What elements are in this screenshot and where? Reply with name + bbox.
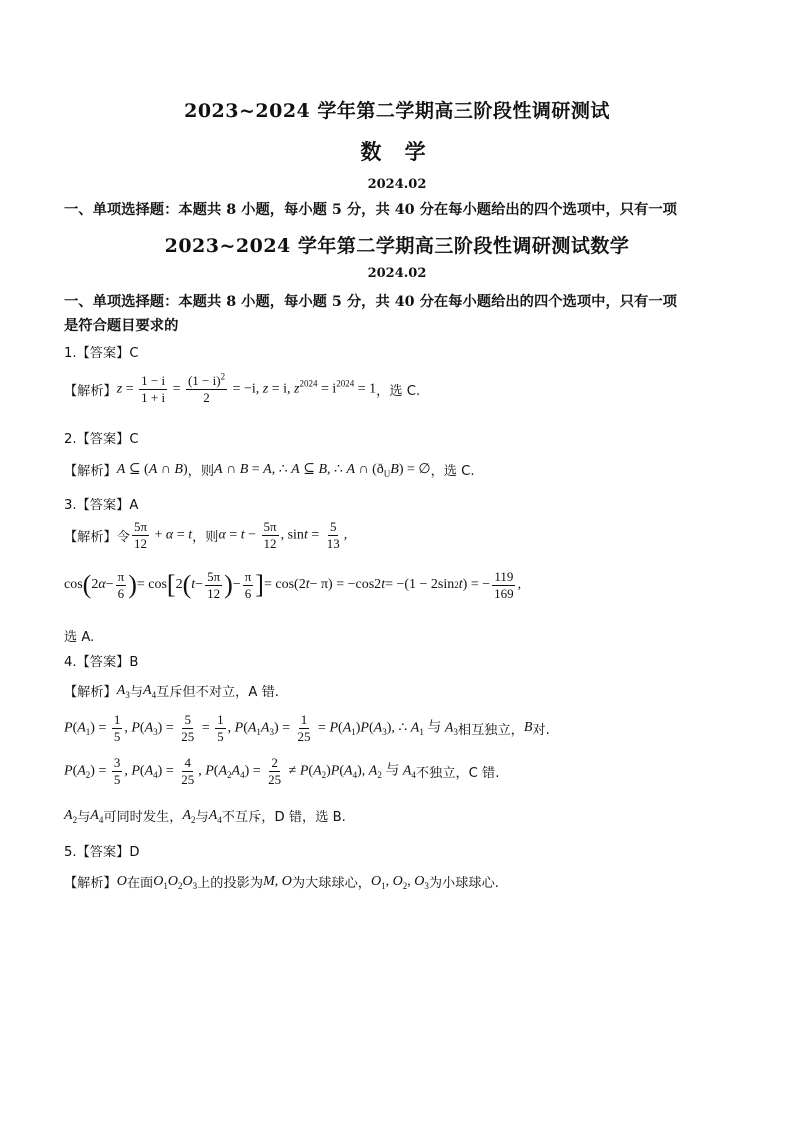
analysis-label: 【解析】 xyxy=(64,383,117,399)
exam-title: 2023~2024 学年第二学期高三阶段性调研测试 xyxy=(184,100,610,122)
statement-text: 互斥但不对立，A 错. xyxy=(156,685,279,700)
answer-line-q3 xyxy=(64,494,138,513)
answer-line-q5 xyxy=(64,841,140,860)
math-formula: $O_1O_2O_3$ xyxy=(153,873,198,891)
analysis-line-q2 xyxy=(64,460,475,479)
answer-line-q2 xyxy=(64,428,139,447)
math-formula: M, O xyxy=(263,873,292,889)
exam-date-repeat: 2024.02 xyxy=(367,266,427,281)
section-heading: 一、单项选择题：本题共 8 小题，每小题 5 分，共 40 分在每小题给出的四个选项中，只有一项 xyxy=(64,202,677,218)
analysis-line-q1 xyxy=(64,371,421,405)
math-formula: $A_4$ xyxy=(208,807,222,825)
statement-text: 在面 xyxy=(126,876,154,891)
math-formula: $P(A_2)$ = $\frac{3}{5}$ , $P(A_4)$ = $\frac{4}{25}$ , $P(A_2A_4)$ = $\frac{2}{25}$ ≠ $P(A_2)P(A_4)$, $A_2$ 与 $A_4$ xyxy=(64,755,416,787)
math-formula: B xyxy=(523,720,533,736)
statement-text: 不独立，C 错. xyxy=(415,765,500,781)
math-formula: z = $\frac{1 - i}{1 + i}$ = $\frac{(1 - i)^2}{2}$ = −i, z = i, $z^{2024} = i^{2024} = 1$ xyxy=(116,371,377,405)
then-text: ，则 xyxy=(192,529,219,545)
question-number: 3. xyxy=(64,498,77,513)
question-number: 4. xyxy=(64,655,77,670)
statement-text: 上的投影为 xyxy=(197,876,264,891)
math-formula: $P(A_1)$ = $\frac{1}{5}$ , $P(A_3)$ = $\frac{5}{25}$ = $\frac{1}{5}$ , $P(A_1A_3)$ = $\frac{1}{25}$ = $P(A_1)P(A_3)$, ∴ $A_1$ 与 $A_3$ xyxy=(64,712,458,744)
then-text: ，则 xyxy=(187,464,215,479)
answer-label: 【答案】 xyxy=(76,498,130,513)
question-number: 5. xyxy=(64,845,77,860)
answer-value: D xyxy=(129,845,140,860)
question-number: 1. xyxy=(64,346,77,361)
analysis-line-q5 xyxy=(64,872,499,891)
analysis-line-q3 xyxy=(64,520,347,550)
answer-line-q1 xyxy=(64,342,139,361)
let-text: 令 xyxy=(116,529,130,545)
analysis-label: 【解析】 xyxy=(64,685,117,700)
answer-value: C xyxy=(129,346,139,361)
statement-text: 对. xyxy=(532,722,550,738)
formula-line-q3: cos ( 2 α − $\frac{\pi}{6}$ ) = cos [ 2 ( t − $\frac{5\pi}{12}$ ) − $\frac{\pi}{6}$ ] = cos(2 t − π) = −cos2 t = −(1 − 2sin 2 t ) = − $\frac{119}{169}$ , xyxy=(64,569,522,601)
analysis-label: 【解析】 xyxy=(64,464,117,479)
answer-value: A xyxy=(129,498,139,513)
section-heading-repeat: 一、单项选择题：本题共 8 小题，每小题 5 分，共 40 分在每小题给出的四个选项中，只有一项 xyxy=(64,294,677,310)
math-formula: $A_2$ xyxy=(64,807,78,825)
statement-text: 可同时发生， xyxy=(103,810,183,825)
analysis-label: 【解析】 xyxy=(64,529,117,545)
analysis-label: 【解析】 xyxy=(64,876,117,891)
math-formula: α = t − $\frac{5\pi}{12}$ , sint = $\frac{5}{13}$ , xyxy=(218,519,348,551)
statement-text: 为小球球心. xyxy=(428,876,499,891)
probability-line-2 xyxy=(64,756,499,786)
connector-text: 与 xyxy=(77,810,91,825)
math-formula: $O_1$, $O_2$, $O_3$ xyxy=(370,873,429,891)
math-formula: $A_3$ xyxy=(116,682,130,700)
answer-line-q4 xyxy=(64,651,138,670)
conclusion-line-q4 xyxy=(64,806,346,825)
choice-text: ，选 C. xyxy=(430,464,475,479)
question-number: 2. xyxy=(64,432,77,447)
choice-text: ，选 C. xyxy=(376,383,421,399)
statement-text: 相互独立， xyxy=(457,722,524,738)
answer-value: C xyxy=(129,432,139,447)
math-formula: $A_2$ xyxy=(182,807,196,825)
math-formula: A ∩ B = A, ∴ A ⊆ B, ∴ A ∩ $(ð_UB)$ = ∅ xyxy=(214,462,431,479)
connector-text: 与 xyxy=(195,810,209,825)
math-formula: A ⊆ (A ∩ B) xyxy=(116,462,188,477)
math-formula: O xyxy=(116,873,127,889)
probability-line-1 xyxy=(64,713,550,743)
statement-text: 不互斥，D 错，选 B. xyxy=(221,810,346,825)
math-formula: $\frac{5\pi}{12}$ + α = t xyxy=(133,519,193,551)
exam-title-repeat: 2023~2024 学年第二学期高三阶段性调研测试数学 xyxy=(164,235,630,257)
answer-label: 【答案】 xyxy=(76,655,130,670)
answer-label: 【答案】 xyxy=(76,346,130,361)
answer-label: 【答案】 xyxy=(76,432,130,447)
statement-text: 为大球球心， xyxy=(291,876,371,891)
answer-value: B xyxy=(129,655,139,670)
math-formula: $A_4$ xyxy=(90,807,104,825)
analysis-line-q4 xyxy=(64,681,279,700)
choice-line-q3: 选 A. xyxy=(64,630,95,645)
section-heading-repeat-line2: 是符合题目要求的 xyxy=(64,318,179,334)
math-formula: $A_4$ xyxy=(143,682,157,700)
connector-text: 与 xyxy=(129,685,143,700)
subject-title: 数 学 xyxy=(360,139,434,164)
exam-date: 2024.02 xyxy=(367,177,427,192)
answer-label: 【答案】 xyxy=(76,845,130,860)
